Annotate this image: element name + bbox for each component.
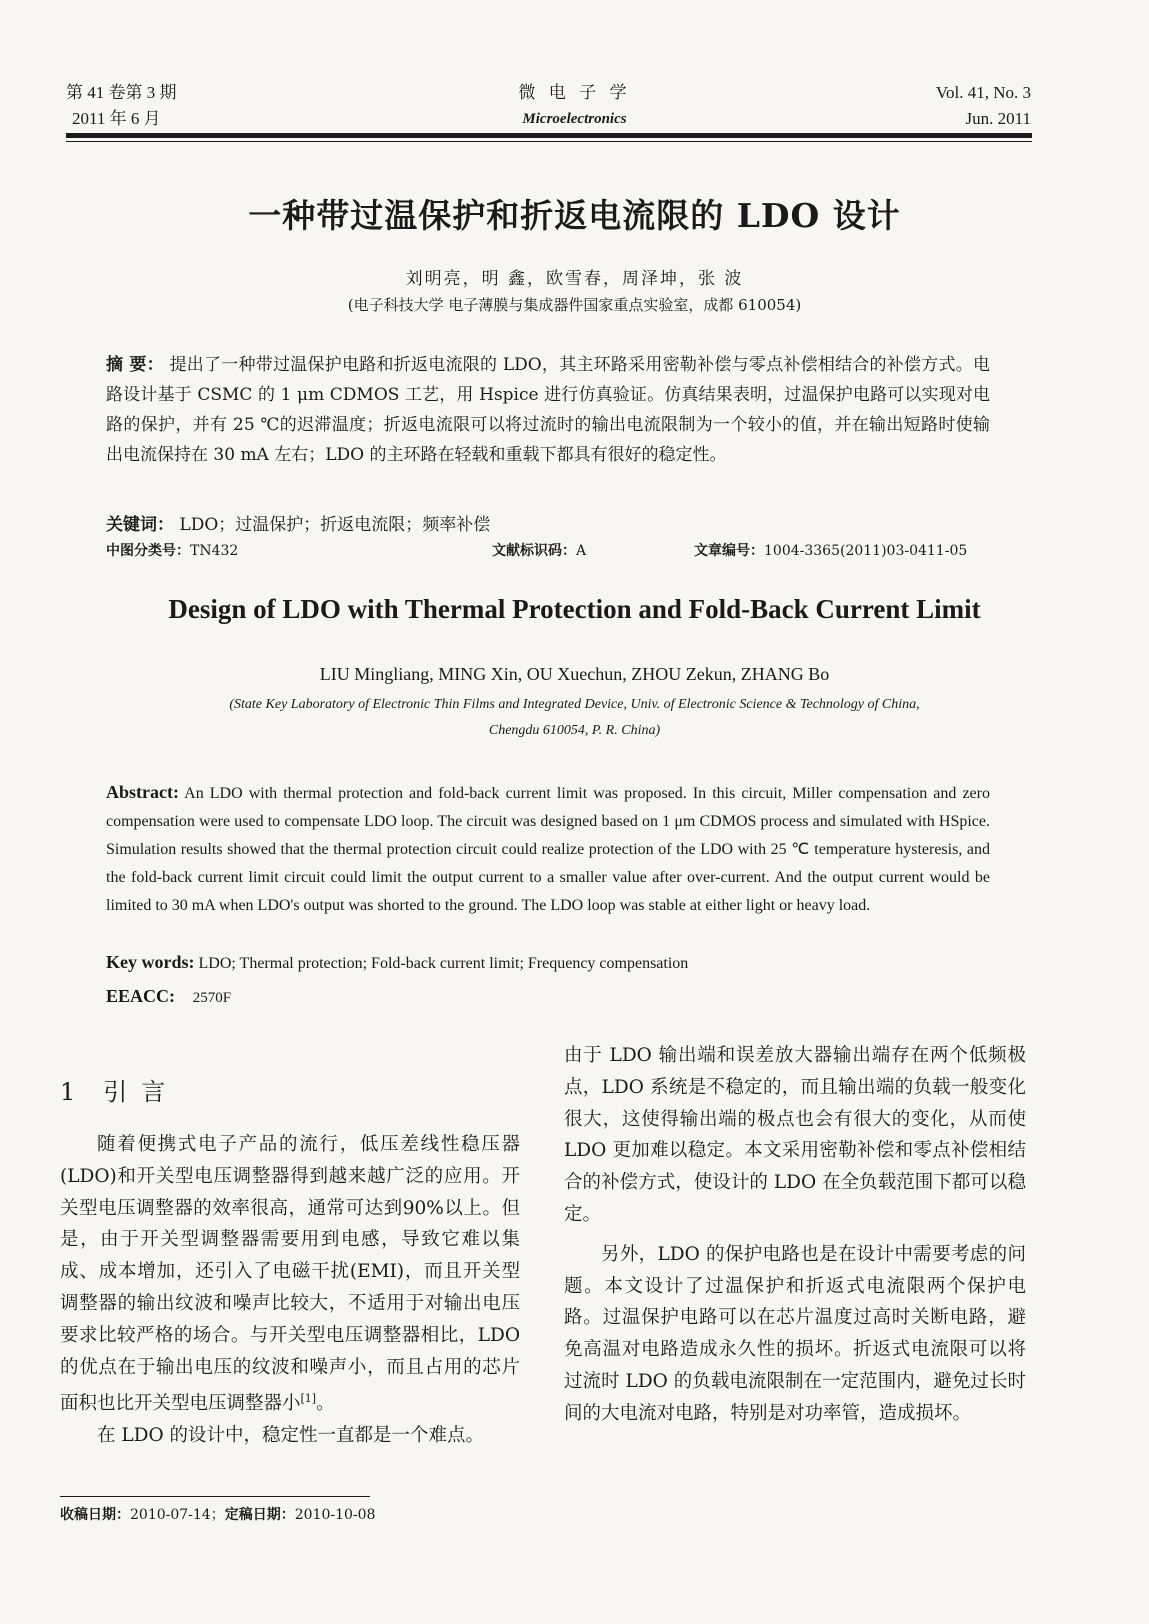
body-paragraph (60, 1129, 520, 1420)
keywords-en-label: Key words: (106, 952, 195, 972)
affiliation-en (0, 692, 1149, 744)
body-column-left (60, 1129, 520, 1452)
article-label: 文章编号： (694, 543, 764, 559)
footnote-rule (60, 1496, 370, 1497)
header-rule-thin (66, 141, 1032, 142)
date-separator: ； (210, 1507, 225, 1523)
keywords-en-text: LDO; Thermal protection; Fold-back current limit; Frequency compensation (198, 955, 689, 972)
authors-en: LIU Mingliang, MING Xin, OU Xuechun, ZHOU Zekun, ZHANG Bo (319, 664, 830, 684)
volume-cn: 第 41 卷第 3 期 (66, 83, 177, 102)
keywords-en (106, 952, 688, 973)
clc-label: 中图分类号： (106, 543, 190, 559)
body-paragraph: 在 LDO 的设计中，稳定性一直都是一个难点。 (97, 1425, 485, 1447)
abstract-en (106, 778, 990, 920)
footnote-dates (60, 1504, 375, 1524)
abstract-cn (106, 350, 990, 470)
received-label: 收稿日期： (60, 1507, 130, 1523)
volume-en: Vol. 41, No. 3 (935, 83, 1031, 102)
journal-issue-en (936, 80, 1031, 132)
abstract-en-text: An LDO with thermal protection and fold-back current limit was proposed. In this circuit, Miller compensation and zero compensation were used to compensate LDO loop. The circuit was designed based on 1 μm CDMOS process and simulated with HSpice. Simulation results showed that the thermal protection circuit could realize protection of the LDO with 25 ℃ temperature hysteresis, and the fold-back current limit circuit could limit the output current to a smaller value after over-current. And the output current would be limited to 30 mA when LDO's output was shorted to the ground. The LDO loop was stable at either light or heavy load. (106, 785, 990, 914)
keywords-cn-label: 关键词： (106, 515, 174, 535)
article-number (694, 540, 967, 560)
clc-code (106, 540, 238, 560)
header-rule-thick (66, 133, 1032, 138)
doc-code (492, 540, 586, 560)
paper-title-en: Design of LDO with Thermal Protection and Fold-Back Current Limit (168, 594, 981, 624)
affiliation-en-line2: Chengdu 610054, P. R. China) (488, 723, 661, 738)
authors-cn: 刘明亮，明 鑫，欧雪春，周泽坤，张 波 (405, 269, 744, 289)
body-paragraph: 由于 LDO 输出端和误差放大器输出端存在两个低频极点，LDO 系统是不稳定的，而且输出端的负载一般变化很大，这使得输出端的极点也会有很大的变化，从而使 LDO 更加难以稳定。本文采用密勒补偿和零点补偿相结合的补偿方式，使设计的 LDO 在全负载范围下都可以稳定。 (564, 1045, 1026, 1225)
accepted-date: 2010-10-08 (294, 1507, 376, 1523)
section-number: 1 (60, 1078, 90, 1106)
clc-value: TN432 (190, 543, 239, 559)
keywords-cn-text: LDO；过温保护；折返电流限；频率补偿 (179, 515, 491, 535)
doc-value: A (576, 543, 587, 559)
date-en: Jun. 2011 (965, 109, 1031, 128)
eeacc-label: EEACC: (106, 986, 176, 1006)
journal-name-en: Microelectronics (522, 111, 627, 127)
keywords-cn (106, 510, 490, 535)
body-paragraph: 另外，LDO 的保护电路也是在设计中需要考虑的问题。本文设计了过温保护和折返式电流限两个保护电路。过温保护电路可以在芯片温度过高时关断电路，避免高温对电路造成永久性的损坏。折返式电流限可以将过流时 LDO 的负载电流限制在一定范围内，避免过长时间的大电流对电路，特别是对功率管，造成损坏。 (564, 1243, 1026, 1424)
date-cn: 2011 年 6 月 (72, 109, 161, 128)
accepted-label: 定稿日期： (224, 1507, 295, 1523)
citation-ref: [1] (300, 1392, 317, 1406)
abstract-cn-text: 提出了一种带过温保护电路和折返电流限的 LDO，其主环路采用密勒补偿与零点补偿相结合的补偿方式。电路设计基于 CSMC 的 1 μm CDMOS 工艺，用 Hspice 进行仿真验证。仿真结果表明，过温保护电路可以实现对电路的保护，并有 25 ℃的迟滞温度；折返电流限可以将过流时的输出电流限制为一个较小的值，并在输出短路时使输出电流保持在 30 mA 左右；LDO 的主环路在轻载和重载下都具有很好的稳定性。 (106, 355, 991, 465)
affiliation-cn: (电子科技大学 电子薄膜与集成器件国家重点实验室，成都 610054) (347, 296, 802, 314)
abstract-cn-label: 摘 要： (106, 355, 164, 375)
paragraph-text: 随着便携式电子产品的流行，低压差线性稳压器(LDO)和开关型电压调整器得到越来越广泛的应用。开关型电压调整器的效率很高，通常可达到90%以上。但是，由于开关型调整器需要用到电感，导致它难以集成、成本增加，还引入了电磁干扰(EMI)，而且开关型调整器的输出纹波和噪声比较大，不适用于对输出电压要求比较严格的场合。与开关型电压调整器相比，LDO 的优点在于输出电压的纹波和噪声小，而且占用的芯片面积也比开关型电压调整器小 (60, 1134, 520, 1415)
received-date: 2010-07-14 (130, 1507, 211, 1523)
paragraph-end: 。 (316, 1393, 335, 1415)
eeacc-value: 2570F (192, 990, 232, 1006)
abstract-en-label: Abstract: (106, 782, 179, 802)
paper-title-cn: 一种带过温保护和折返电流限的 LDO 设计 (248, 196, 901, 235)
eeacc (106, 986, 231, 1007)
body-column-right (564, 1040, 1026, 1430)
doc-label: 文献标识码： (492, 543, 576, 559)
affiliation-en-line1: (State Key Laboratory of Electronic Thin Films and Integrated Device, Univ. of Electronic Science & Technology of China, (229, 697, 920, 712)
section-title: 引言 (103, 1078, 180, 1106)
article-value: 1004-3365(2011)03-0411-05 (764, 543, 968, 559)
section-heading (60, 1072, 179, 1107)
journal-name-cn: 微 电 子 学 (518, 83, 631, 103)
